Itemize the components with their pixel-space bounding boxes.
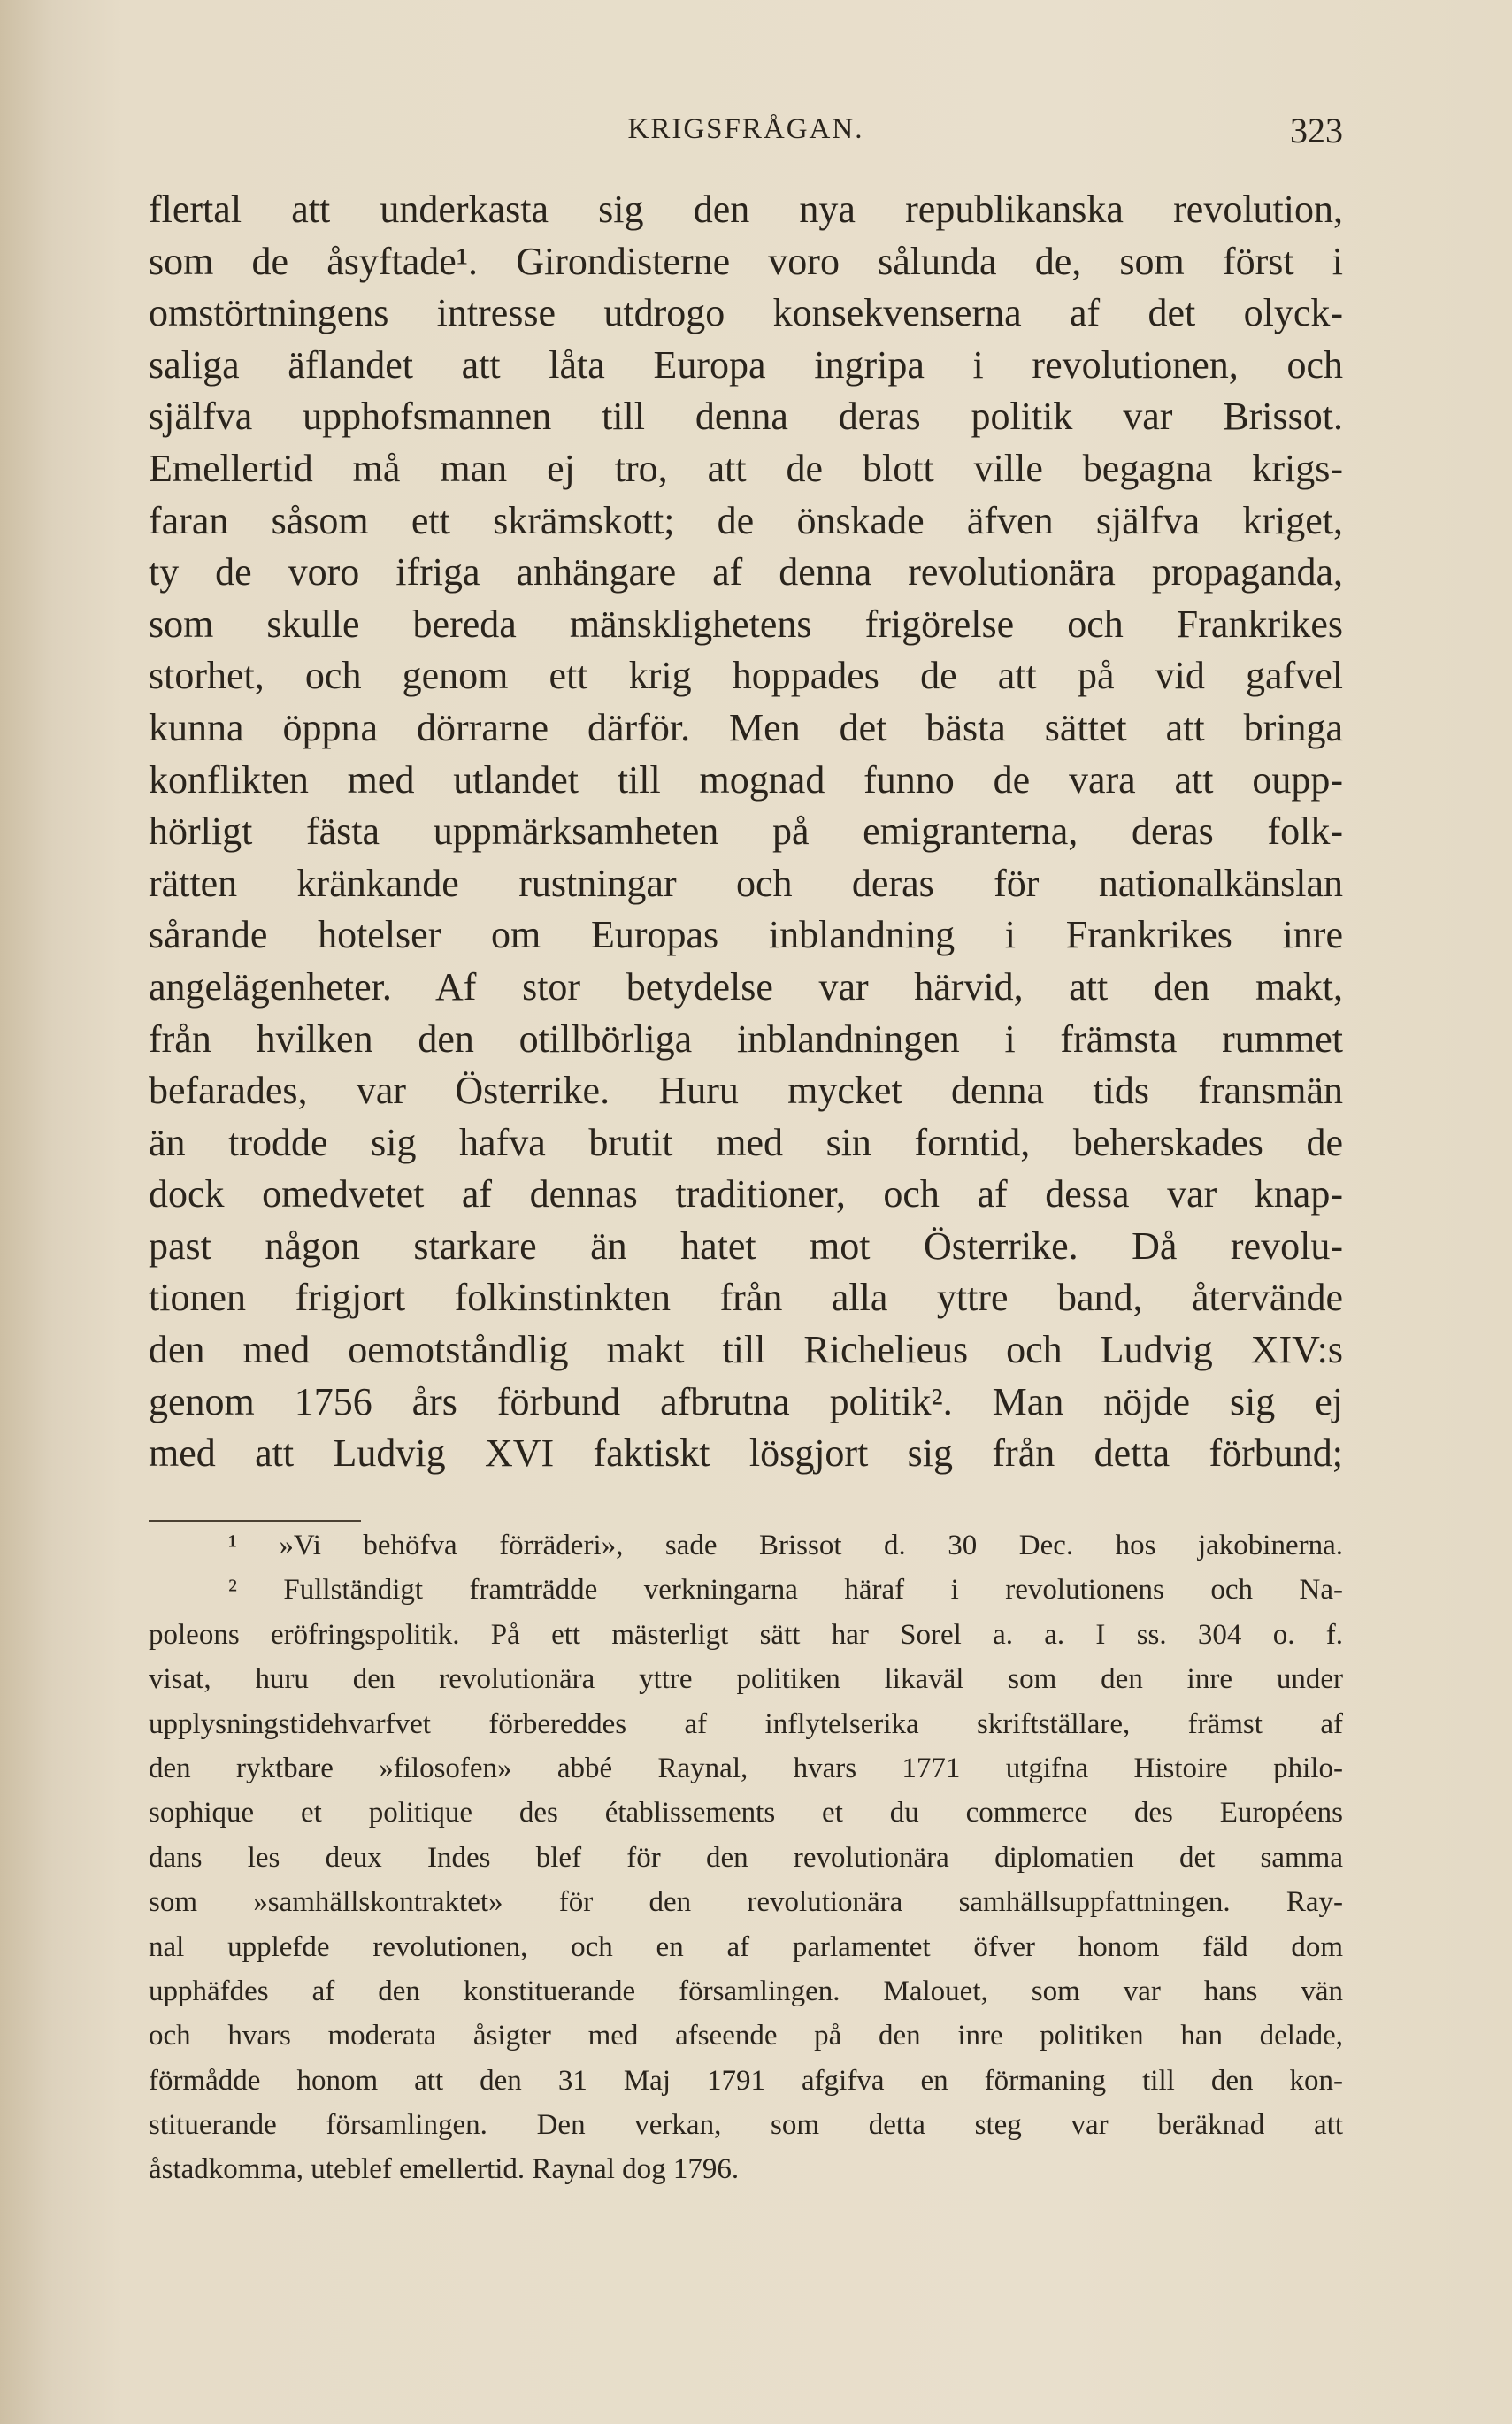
footnote-line: åstadkomma, uteblef emellertid. Raynal dog 1796. — [149, 2153, 740, 2186]
footnote-line: dans les deux Indes blef för den revolutionära diplomatien det samma — [149, 1841, 1343, 1874]
text-line: storhet, och genom ett krig hoppades de att på vid gafvel — [149, 654, 1343, 698]
footnote-line: förmådde honom att den 31 Maj 1791 afgifva en förmaning till den kon- — [149, 2064, 1343, 2097]
text-line: rätten kränkande rustningar och deras för nationalkänslan — [149, 861, 1343, 905]
text-line: ty de voro ifriga anhängare af denna revolutionära propaganda, — [149, 550, 1343, 594]
text-line: genom 1756 års förbund afbrutna politik². Man nöjde sig ej — [149, 1379, 1343, 1423]
text-line: angelägenheter. Af stor betydelse var härvid, att den makt, — [149, 964, 1343, 1009]
footnote-line: stituerande församlingen. Den verkan, som detta steg var beräknad att — [149, 2109, 1343, 2142]
text-line: själfva upphofsmannen till denna deras politik var Brissot. — [149, 395, 1343, 439]
text-line: sårande hotelser om Europas inblandning i Frankrikes inre — [149, 913, 1343, 957]
text-line: som de åsyftade¹. Girondisterne voro sålunda de, som först i — [149, 239, 1343, 283]
text-line: dock omedvetet af dennas traditioner, och af dessa var knap- — [149, 1172, 1343, 1216]
text-line: konflikten med utlandet till mognad funno de vara att oupp- — [149, 757, 1343, 802]
page-number: 323 — [1290, 111, 1343, 150]
text-line: kunna öppna dörrarne därför. Men det bästa sättet att bringa — [149, 705, 1343, 749]
main-text — [149, 184, 1343, 1480]
footnote-line: upphäfdes af den konstituerande församlingen. Malouet, som var hans vän — [149, 1975, 1343, 2007]
page-header — [149, 113, 1343, 157]
text-line: tionen frigjort folkinstinkten från alla yttre band, återvände — [149, 1276, 1343, 1320]
footnote-line: sophique et politique des établissements et du commerce des Européens — [149, 1797, 1343, 1830]
footnote-line: och hvars moderata åsigter med afseende på den inre politiken han delade, — [149, 2020, 1343, 2052]
footnote-line: nal upplefde revolutionen, och en af parlamentet öfver honom fäld dom — [149, 1930, 1343, 1963]
footnote-line: ¹ »Vi behöfva förräderi», sade Brissot d. 30 Dec. hos jakobinerna. — [228, 1530, 1343, 1561]
text-line: Emellertid må man ej tro, att de blott ville begagna krigs- — [149, 446, 1343, 490]
text-line: past någon starkare än hatet mot Österrike. Då revolu- — [149, 1224, 1343, 1268]
footnote-line: ² Fullständigt framträdde verkningarna häraf i revolutionens och Na- — [228, 1574, 1343, 1607]
text-line: saliga äflandet att låta Europa ingripa i revolutionen, och — [149, 342, 1343, 387]
footnote-line: upplysningstidehvarfvet förbereddes af inflytelserika skriftställare, främst af — [149, 1707, 1343, 1740]
text-line: från hvilken den otillbörliga inblandningen i främsta rummet — [149, 1016, 1343, 1061]
footnote-line: som »samhällskontraktet» för den revolutionära samhällsuppfattningen. Ray- — [149, 1886, 1343, 1919]
text-line: faran såsom ett skrämskott; de önskade äfven själfva kriget, — [149, 498, 1343, 542]
footnote-line: visat, huru den revolutionära yttre politiken likaväl som den inre under — [149, 1663, 1343, 1696]
footnote-line: den ryktbare »filosofen» abbé Raynal, hvars 1771 utgifna Histoire philo- — [149, 1752, 1343, 1784]
text-line: befarades, var Österrike. Huru mycket denna tids fransmän — [149, 1069, 1343, 1113]
text-line: omstörtningens intresse utdrogo konsekvenserna af det olyck- — [149, 291, 1343, 335]
text-line: hörligt fästa uppmärksamheten på emigranterna, deras folk- — [149, 809, 1343, 854]
footnotes — [149, 1523, 1343, 2192]
text-line: flertal att underkasta sig den nya republikanska revolution, — [149, 188, 1343, 231]
text-line: som skulle bereda mänsklighetens frigörelse och Frankrikes — [149, 602, 1343, 646]
text-line: den med oemotståndlig makt till Richelieus och Ludvig XIV:s — [149, 1328, 1343, 1372]
footnote-line: poleons eröfringspolitik. På ett mästerligt sätt har Sorel a. a. I ss. 304 o. f. — [149, 1618, 1343, 1651]
text-line: med att Ludvig XVI faktiskt lösgjort sig från detta förbund; — [149, 1431, 1343, 1476]
text-line: än trodde sig hafva brutit med sin forntid, beherskades de — [149, 1120, 1343, 1164]
footnote-divider — [149, 1520, 361, 1522]
running-head: KRIGSFRÅGAN. — [627, 113, 864, 145]
